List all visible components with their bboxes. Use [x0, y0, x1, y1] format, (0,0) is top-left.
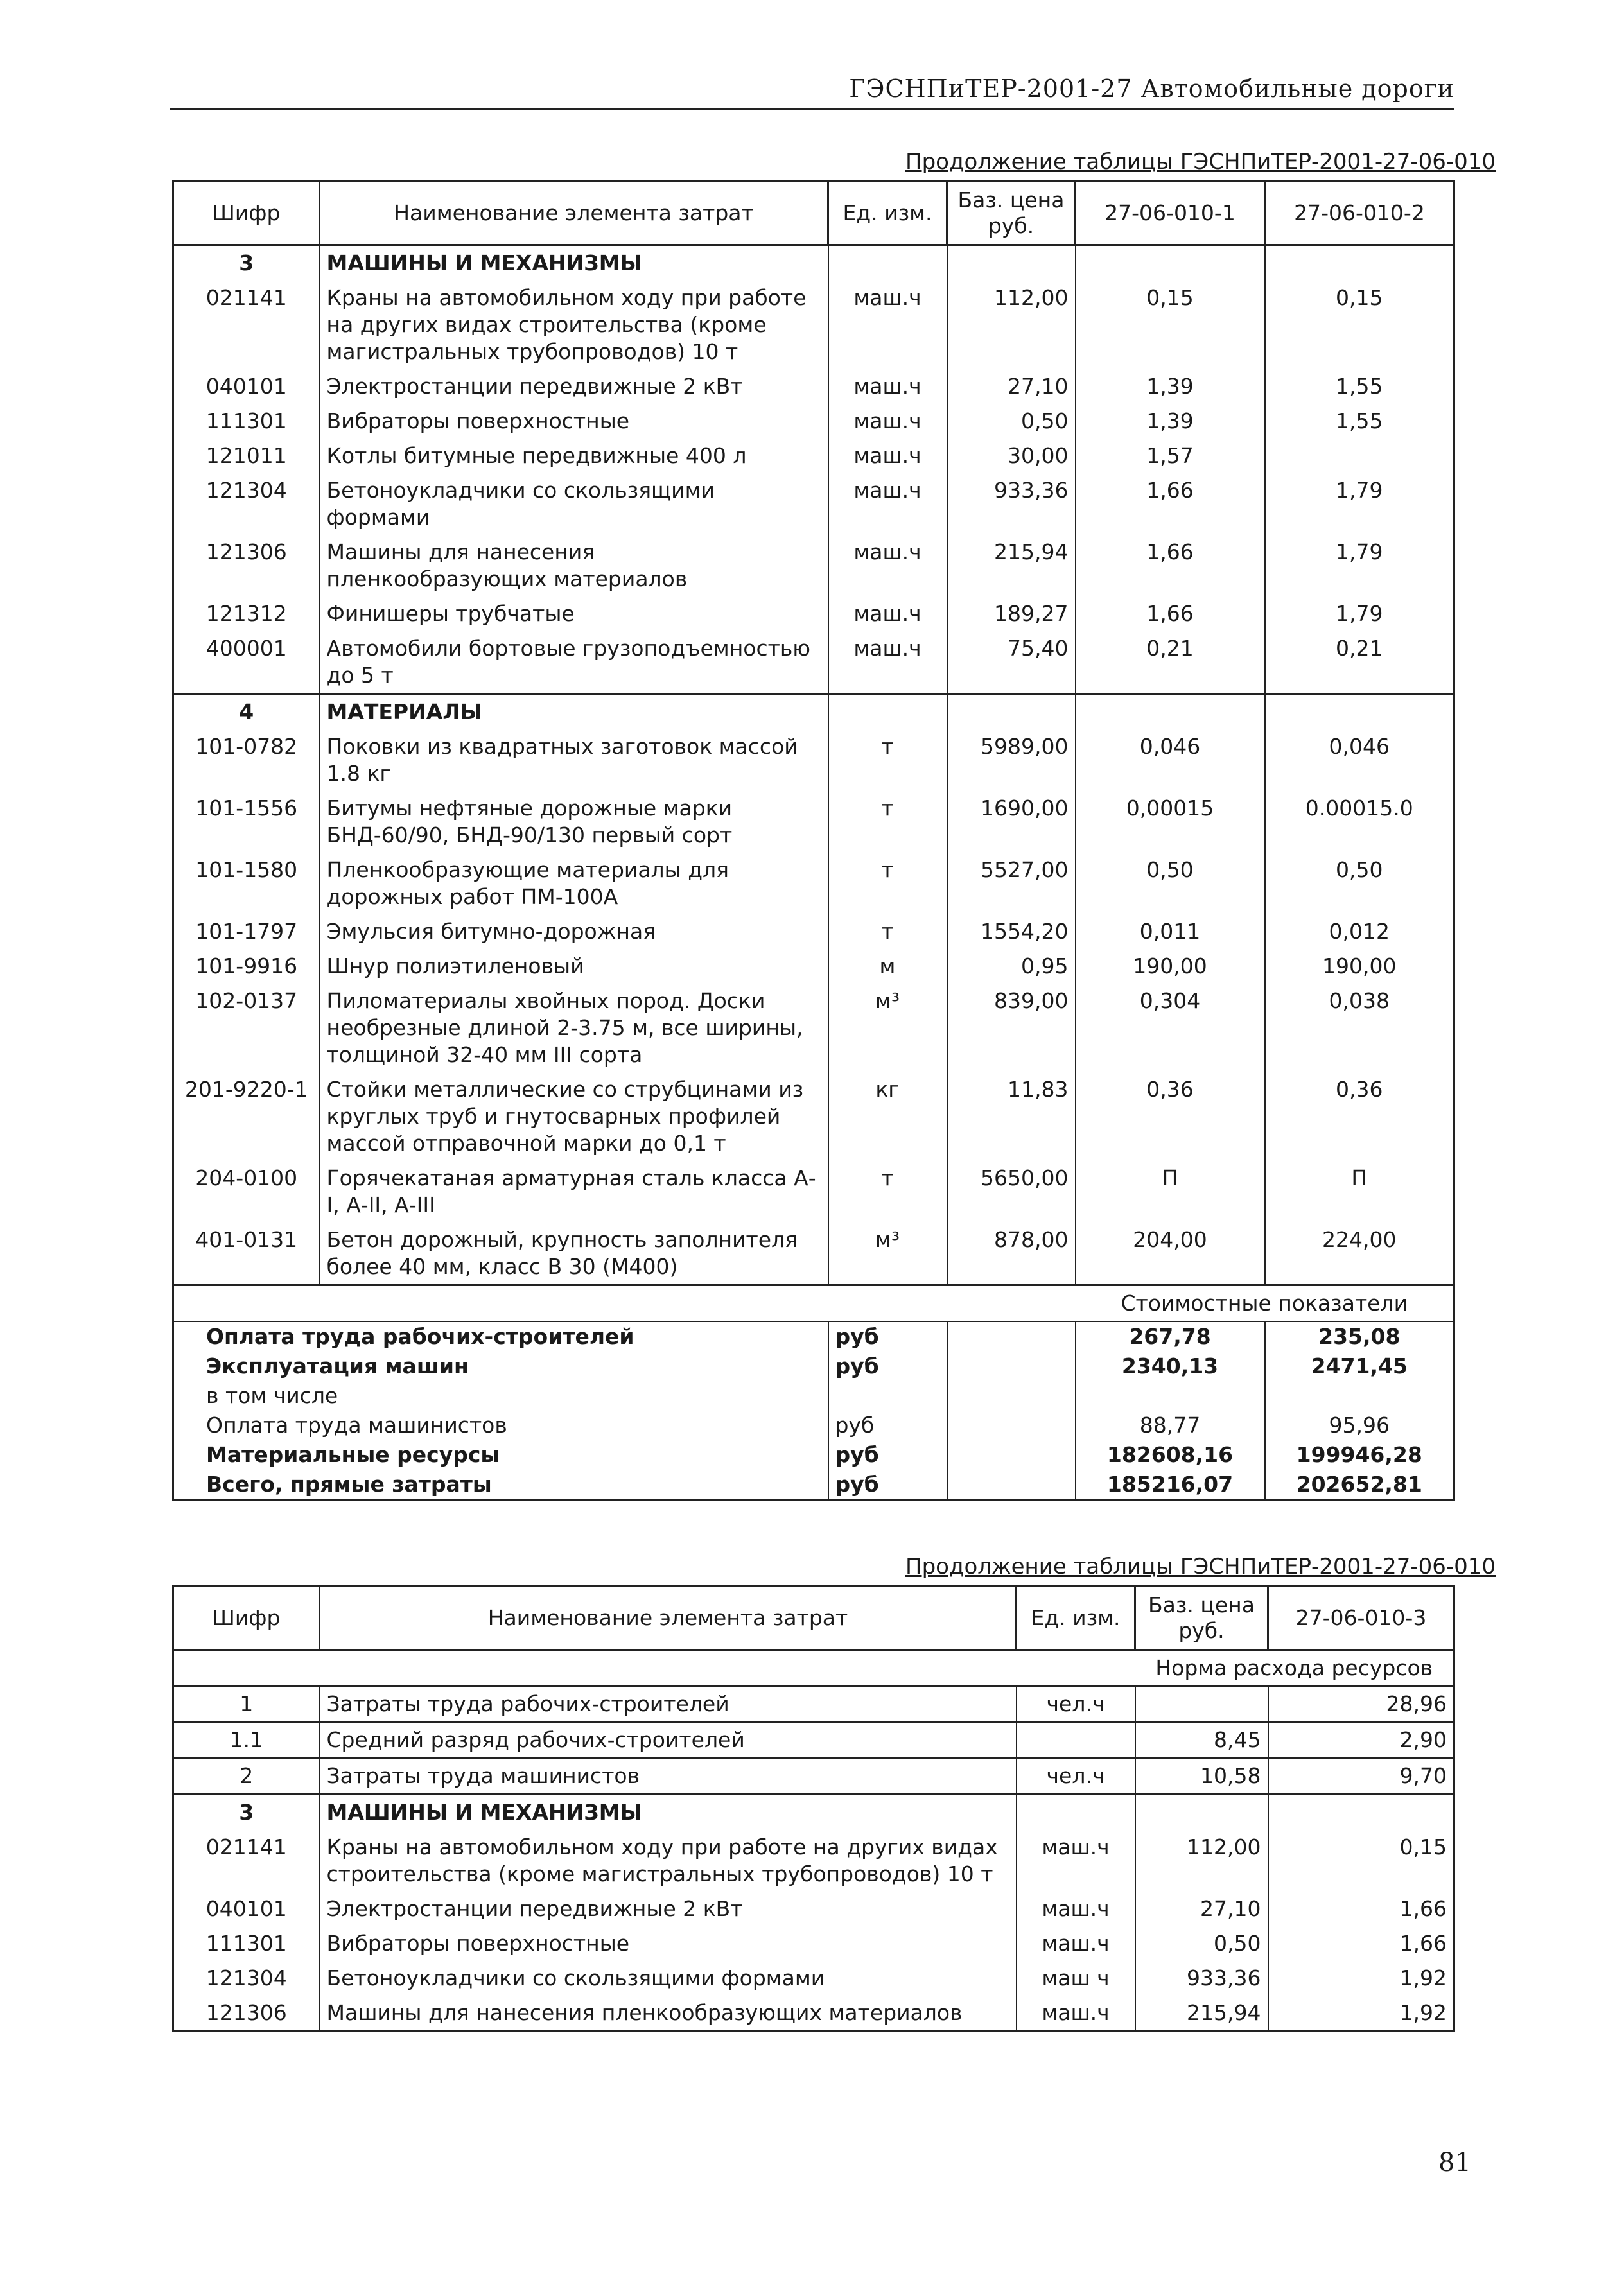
- resource-unit: м³: [828, 984, 947, 1072]
- norm-value-2: 224,00: [1265, 1223, 1454, 1285]
- resource-code: 102-0137: [195, 988, 298, 1013]
- totals-value-2: 235,08: [1265, 1321, 1454, 1352]
- totals-row: [173, 1352, 1454, 1381]
- resource-name: Бетоноукладчики со скользящими формами: [320, 473, 828, 535]
- section-row: [173, 1795, 1454, 1831]
- section-title: МАТЕРИАЛЫ: [320, 694, 828, 730]
- totals-label: Материальные ресурсы: [206, 1442, 500, 1467]
- norm-value-2: 1,79: [1265, 597, 1454, 631]
- resource-unit: м³: [828, 1223, 947, 1285]
- resource-unit: кг: [828, 1072, 947, 1161]
- resource-code: 121312: [205, 601, 287, 626]
- table-row: [173, 1223, 1454, 1285]
- table-row: [173, 914, 1454, 949]
- col-norm-3: 27-06-010-3: [1268, 1586, 1454, 1650]
- table-row: [173, 439, 1454, 473]
- empty-cell: [947, 245, 1076, 281]
- totals-value-2: [1265, 1381, 1454, 1411]
- norm-value-2: 0,21: [1265, 631, 1454, 694]
- resource-unit: т: [828, 729, 947, 791]
- base-price: 0,50: [947, 404, 1076, 439]
- resource-code: 400001: [205, 636, 287, 661]
- resource-unit: маш.ч: [828, 404, 947, 439]
- resource-unit: чел.ч: [1017, 1686, 1135, 1722]
- col-code: Шифр: [173, 181, 320, 245]
- base-price: 839,00: [947, 984, 1076, 1072]
- table-row: [173, 1961, 1454, 1996]
- table-row: [173, 404, 1454, 439]
- resource-code: 101-0782: [195, 734, 298, 759]
- table-row: [173, 631, 1454, 694]
- resource-unit: т: [828, 914, 947, 949]
- resource-name: Шнур полиэтиленовый: [320, 949, 828, 984]
- resource-name: Вибраторы поверхностные: [320, 404, 828, 439]
- totals-label: Оплата труда машинистов: [206, 1413, 507, 1438]
- table-row: [173, 729, 1454, 791]
- table-row: [173, 1830, 1454, 1892]
- resource-unit: маш.ч: [1017, 1926, 1135, 1961]
- base-price: 11,83: [947, 1072, 1076, 1161]
- empty-cell: [947, 694, 1076, 730]
- norm-value-3: 1,66: [1268, 1926, 1454, 1961]
- norm-value-2: 1,55: [1265, 404, 1454, 439]
- table-row: [173, 1892, 1454, 1926]
- resource-name: Машины для нанесения пленкообразующих материалов: [320, 1996, 1017, 2032]
- base-price: 10,58: [1135, 1758, 1268, 1795]
- norm-value-1: 0,011: [1076, 914, 1265, 949]
- norm-value-1: 0,36: [1076, 1072, 1265, 1161]
- totals-value-1: 88,77: [1076, 1411, 1265, 1440]
- resource-code: 121011: [205, 443, 287, 468]
- table-row: [173, 473, 1454, 535]
- base-price: 215,94: [1135, 1996, 1268, 2032]
- norm-value-2: 1,55: [1265, 369, 1454, 404]
- table-row: [173, 853, 1454, 914]
- table-row: [173, 1758, 1454, 1795]
- resource-name: Стойки металлические со струбцинами из круглых труб и гнутосварных профилей массой отправочной марки до 0,1 т: [320, 1072, 828, 1161]
- resource-unit: маш.ч: [828, 597, 947, 631]
- totals-row: [173, 1381, 1454, 1411]
- resource-unit: маш.ч: [828, 473, 947, 535]
- resource-code: 040101: [205, 1896, 287, 1921]
- norm-value-3: 1,66: [1268, 1892, 1454, 1926]
- col-name: Наименование элемента затрат: [320, 1586, 1017, 1650]
- cost-header: Стоимостные показатели: [1076, 1285, 1454, 1322]
- empty-cell: [173, 1285, 1076, 1322]
- resource-code: 2: [173, 1758, 320, 1795]
- table2-caption: Продолжение таблицы ГЭСНПиТЕР-2001-27-06-010: [905, 1554, 1496, 1580]
- norm-value-2: 0,038: [1265, 984, 1454, 1072]
- resource-name: Затраты труда рабочих-строителей: [320, 1686, 1017, 1722]
- norm-value-1: 1,39: [1076, 369, 1265, 404]
- base-price: 5650,00: [947, 1161, 1076, 1223]
- base-price: 933,36: [1135, 1961, 1268, 1996]
- norm-value-1: 204,00: [1076, 1223, 1265, 1285]
- totals-value-1: 2340,13: [1076, 1352, 1265, 1381]
- totals-label: Всего, прямые затраты: [206, 1472, 492, 1497]
- table-row: [173, 369, 1454, 404]
- table-row: [173, 1926, 1454, 1961]
- totals-unit: [828, 1381, 947, 1411]
- table-row: [173, 1161, 1454, 1223]
- table-row: [173, 535, 1454, 597]
- norm-value-1: 0,15: [1076, 281, 1265, 369]
- empty-cell: [947, 1440, 1076, 1470]
- resource-code: 401-0131: [195, 1227, 298, 1252]
- resource-name: Электростанции передвижные 2 кВт: [320, 1892, 1017, 1926]
- resource-code: 121306: [205, 539, 287, 564]
- resource-unit: маш.ч: [828, 631, 947, 694]
- col-name: Наименование элемента затрат: [320, 181, 828, 245]
- page-number: 81: [1438, 2148, 1471, 2177]
- totals-unit: руб: [828, 1411, 947, 1440]
- norm-value-3: 1,92: [1268, 1996, 1454, 2032]
- norm-value-2: 190,00: [1265, 949, 1454, 984]
- base-price: [1135, 1686, 1268, 1722]
- totals-value-1: 267,78: [1076, 1321, 1265, 1352]
- col-code: Шифр: [173, 1586, 320, 1650]
- resource-name: Бетоноукладчики со скользящими формами: [320, 1961, 1017, 1996]
- resource-name: Автомобили бортовые грузоподъемностью до 5 т: [320, 631, 828, 694]
- norm-value-2: 0,046: [1265, 729, 1454, 791]
- norm-value-1: 0,50: [1076, 853, 1265, 914]
- resource-code: 101-1580: [195, 857, 298, 882]
- resource-unit: [1017, 1722, 1135, 1758]
- totals-value-1: 182608,16: [1076, 1440, 1265, 1470]
- empty-cell: [947, 1321, 1076, 1352]
- empty-cell: [947, 1352, 1076, 1381]
- totals-row: [173, 1440, 1454, 1470]
- empty-cell: [1135, 1795, 1268, 1831]
- resource-code: 1: [173, 1686, 320, 1722]
- totals-label: Эксплуатация машин: [206, 1354, 469, 1379]
- resource-name: Машины для нанесения пленкообразующих материалов: [320, 535, 828, 597]
- resource-unit: маш.ч: [1017, 1996, 1135, 2032]
- running-header: [170, 69, 1454, 110]
- totals-value-2: 95,96: [1265, 1411, 1454, 1440]
- section-title: МАШИНЫ И МЕХАНИЗМЫ: [320, 1795, 1017, 1831]
- section-code: 3: [173, 1795, 320, 1831]
- resource-code: 021141: [205, 285, 287, 310]
- section-code: 3: [173, 245, 320, 281]
- base-price: 189,27: [947, 597, 1076, 631]
- totals-unit: руб: [828, 1440, 947, 1470]
- base-price: 5989,00: [947, 729, 1076, 791]
- norm-value-2: 0,012: [1265, 914, 1454, 949]
- norm-value-3: 9,70: [1268, 1758, 1454, 1795]
- section-row: [173, 245, 1454, 281]
- totals-row: [173, 1470, 1454, 1501]
- resource-name: Битумы нефтяные дорожные марки БНД-60/90, БНД-90/130 первый сорт: [320, 791, 828, 853]
- totals-unit: руб: [828, 1321, 947, 1352]
- totals-unit: руб: [828, 1470, 947, 1501]
- base-price: 27,10: [947, 369, 1076, 404]
- totals-row: [173, 1411, 1454, 1440]
- norm-value-1: 1,66: [1076, 597, 1265, 631]
- norm-value-2: 0,36: [1265, 1072, 1454, 1161]
- resource-name: Краны на автомобильном ходу при работе на других видах строительства (кроме магистральных трубопроводов) 10 т: [320, 1830, 1017, 1892]
- norm-value-3: 2,90: [1268, 1722, 1454, 1758]
- resource-name: Финишеры трубчатые: [320, 597, 828, 631]
- resource-name: Котлы битумные передвижные 400 л: [320, 439, 828, 473]
- table-row: [173, 791, 1454, 853]
- resource-code: 121306: [205, 2000, 287, 2025]
- base-price: 1554,20: [947, 914, 1076, 949]
- resource-code: 121304: [205, 478, 287, 503]
- base-price: 1690,00: [947, 791, 1076, 853]
- totals-label: Оплата труда рабочих-строителей: [173, 1321, 828, 1352]
- norm-value-2: 0,50: [1265, 853, 1454, 914]
- col-price: Баз. цена руб.: [1135, 1586, 1268, 1650]
- col-norm-2: 27-06-010-2: [1265, 181, 1454, 245]
- header-title: ГЭСНПиТЕР-2001-27 Автомобильные дороги: [849, 74, 1454, 103]
- section-row: [173, 694, 1454, 730]
- section-code: 4: [173, 694, 320, 730]
- base-price: 8,45: [1135, 1722, 1268, 1758]
- norm-value-1: 1,57: [1076, 439, 1265, 473]
- empty-cell: [828, 245, 947, 281]
- empty-cell: [1076, 245, 1265, 281]
- col-unit: Ед. изм.: [828, 181, 947, 245]
- table1-caption: Продолжение таблицы ГЭСНПиТЕР-2001-27-06-010: [905, 149, 1496, 175]
- resource-code: 201-9220-1: [184, 1077, 308, 1102]
- section-title: МАШИНЫ И МЕХАНИЗМЫ: [320, 245, 828, 281]
- norm-value-1: П: [1076, 1161, 1265, 1223]
- resource-unit: чел.ч: [1017, 1758, 1135, 1795]
- col-price: Баз. цена руб.: [947, 181, 1076, 245]
- empty-cell: [1017, 1795, 1135, 1831]
- table-row: [173, 984, 1454, 1072]
- resource-code: 1.1: [173, 1722, 320, 1758]
- norm-value-2: 1,79: [1265, 473, 1454, 535]
- totals-value-2: 199946,28: [1265, 1440, 1454, 1470]
- table-row: [173, 1722, 1454, 1758]
- empty-cell: [947, 1381, 1076, 1411]
- norm-value-1: 0,046: [1076, 729, 1265, 791]
- norm-header: Норма расхода ресурсов: [1135, 1650, 1454, 1687]
- base-price: 5527,00: [947, 853, 1076, 914]
- norm-header-row: [173, 1650, 1454, 1687]
- empty-cell: [173, 1650, 1135, 1687]
- resource-unit: маш.ч: [1017, 1892, 1135, 1926]
- resource-unit: маш.ч: [828, 281, 947, 369]
- base-price: 215,94: [947, 535, 1076, 597]
- norm-value-3: 1,92: [1268, 1961, 1454, 1996]
- norm-value-3: 0,15: [1268, 1830, 1454, 1892]
- col-norm-1: 27-06-010-1: [1076, 181, 1265, 245]
- base-price: 0,95: [947, 949, 1076, 984]
- resource-code: 040101: [205, 374, 287, 399]
- empty-cell: [1265, 245, 1454, 281]
- resource-name: Эмульсия битумно-дорожная: [320, 914, 828, 949]
- base-price: 112,00: [947, 281, 1076, 369]
- norm-value-2: 0,15: [1265, 281, 1454, 369]
- totals-value-1: 185216,07: [1076, 1470, 1265, 1501]
- resource-table-2: [172, 1585, 1455, 2032]
- empty-cell: [1268, 1795, 1454, 1831]
- totals-label: в том числе: [206, 1383, 338, 1408]
- resource-unit: т: [828, 791, 947, 853]
- resource-code: 111301: [205, 408, 287, 433]
- resource-code: 204-0100: [195, 1165, 298, 1190]
- table-row: [173, 1686, 1454, 1722]
- totals-value-2: 202652,81: [1265, 1470, 1454, 1501]
- resource-name: Пленкообразующие материалы для дорожных работ ПМ-100А: [320, 853, 828, 914]
- resource-code: 021141: [205, 1834, 287, 1859]
- resource-code: 111301: [205, 1931, 287, 1956]
- resource-code: 101-1556: [195, 796, 298, 821]
- resource-code: 121304: [205, 1965, 287, 1990]
- empty-cell: [947, 1411, 1076, 1440]
- norm-value-2: [1265, 439, 1454, 473]
- empty-cell: [1265, 694, 1454, 730]
- base-price: 112,00: [1135, 1830, 1268, 1892]
- resource-code: 101-9916: [195, 954, 298, 979]
- norm-value-1: 0,21: [1076, 631, 1265, 694]
- totals-unit: руб: [828, 1352, 947, 1381]
- resource-name: Поковки из квадратных заготовок массой 1.8 кг: [320, 729, 828, 791]
- base-price: 30,00: [947, 439, 1076, 473]
- empty-cell: [828, 694, 947, 730]
- resource-unit: маш.ч: [828, 439, 947, 473]
- norm-value-1: 1,66: [1076, 473, 1265, 535]
- resource-unit: маш.ч: [828, 369, 947, 404]
- resource-unit: маш.ч: [1017, 1830, 1135, 1892]
- base-price: 0,50: [1135, 1926, 1268, 1961]
- base-price: 27,10: [1135, 1892, 1268, 1926]
- norm-value-1: 190,00: [1076, 949, 1265, 984]
- resource-code: 101-1797: [195, 919, 298, 944]
- resource-unit: маш ч: [1017, 1961, 1135, 1996]
- table-row: [173, 281, 1454, 369]
- resource-name: Краны на автомобильном ходу при работе на других видах строительства (кроме магистральных трубопроводов) 10 т: [320, 281, 828, 369]
- table-row: [173, 949, 1454, 984]
- empty-cell: [947, 1470, 1076, 1501]
- resource-name: Пиломатериалы хвойных пород. Доски необрезные длиной 2-3.75 м, все ширины, толщиной 32-40 мм III сорта: [320, 984, 828, 1072]
- resource-unit: м: [828, 949, 947, 984]
- totals-value-2: 2471,45: [1265, 1352, 1454, 1381]
- resource-unit: т: [828, 853, 947, 914]
- norm-value-2: П: [1265, 1161, 1454, 1223]
- norm-value-1: 0,304: [1076, 984, 1265, 1072]
- norm-value-1: 1,39: [1076, 404, 1265, 439]
- col-unit: Ед. изм.: [1017, 1586, 1135, 1650]
- cost-header-row: [173, 1285, 1454, 1322]
- totals-row: [173, 1321, 1454, 1352]
- norm-value-1: 0,00015: [1076, 791, 1265, 853]
- resource-name: Затраты труда машинистов: [320, 1758, 1017, 1795]
- table-row: [173, 597, 1454, 631]
- totals-value-1: [1076, 1381, 1265, 1411]
- resource-unit: маш.ч: [828, 535, 947, 597]
- resource-name: Электростанции передвижные 2 кВт: [320, 369, 828, 404]
- base-price: 75,40: [947, 631, 1076, 694]
- resource-name: Горячекатаная арматурная сталь класса А-I, А-II, А-III: [320, 1161, 828, 1223]
- base-price: 933,36: [947, 473, 1076, 535]
- norm-value-2: 0.00015.0: [1265, 791, 1454, 853]
- table-row: [173, 1996, 1454, 2032]
- table-row: [173, 1072, 1454, 1161]
- norm-value-3: 28,96: [1268, 1686, 1454, 1722]
- resource-name: Бетон дорожный, крупность заполнителя более 40 мм, класс В 30 (М400): [320, 1223, 828, 1285]
- base-price: 878,00: [947, 1223, 1076, 1285]
- empty-cell: [1076, 694, 1265, 730]
- norm-value-1: 1,66: [1076, 535, 1265, 597]
- resource-name: Средний разряд рабочих-строителей: [320, 1722, 1017, 1758]
- norm-value-2: 1,79: [1265, 535, 1454, 597]
- resource-name: Вибраторы поверхностные: [320, 1926, 1017, 1961]
- resource-unit: т: [828, 1161, 947, 1223]
- resource-table-1: [172, 180, 1455, 1501]
